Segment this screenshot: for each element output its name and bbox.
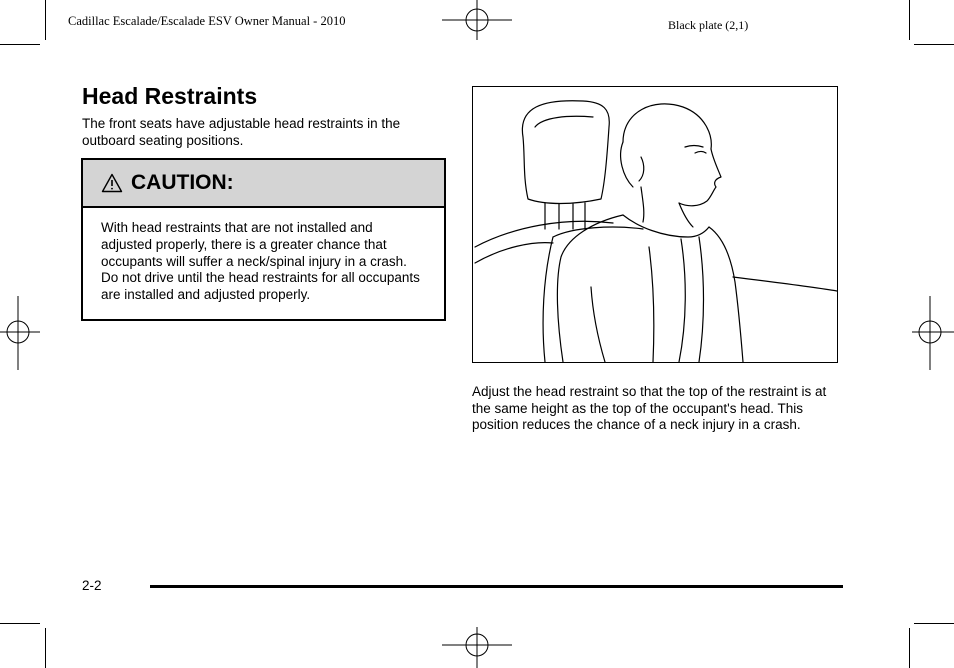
- crop-mark: [909, 628, 910, 668]
- footer-rule: [150, 585, 843, 588]
- caution-header: [83, 160, 444, 208]
- registration-mark-bottom: [440, 625, 516, 668]
- crop-mark: [45, 628, 46, 668]
- registration-mark-left: [0, 296, 40, 370]
- caution-title: CAUTION:: [131, 171, 234, 194]
- intro-paragraph: The front seats have adjustable head restraints in the outboard seating positions.: [82, 116, 401, 148]
- page-number: 2-2: [82, 578, 102, 593]
- caution-box: [81, 158, 446, 321]
- crop-mark: [0, 44, 40, 45]
- registration-mark-top: [440, 0, 516, 42]
- caution-text: With head restraints that are not installed and adjusted properly, there is a greater chance that occupants will suffer a neck/spinal injury in a crash. Do not drive until the head restraints for all occupants are installed and adjusted properly.: [101, 220, 420, 303]
- section-title: Head Restraints: [82, 83, 258, 109]
- occupant-seat-drawing: [473, 87, 837, 362]
- crop-mark: [45, 0, 46, 40]
- head-restraint-illustration: [472, 86, 838, 363]
- warning-triangle-icon: [101, 173, 123, 193]
- crop-mark: [914, 623, 954, 624]
- manual-title: Cadillac Escalade/Escalade ESV Owner Manual - 2010: [68, 14, 346, 28]
- registration-mark-right: [912, 296, 954, 370]
- figure-caption: Adjust the head restraint so that the top of the restraint is at the same height as the top of the occupant's head. This position reduces the chance of a neck injury in a crash.: [472, 384, 827, 432]
- crop-mark: [0, 623, 40, 624]
- plate-label: Black plate (2,1): [668, 18, 749, 32]
- crop-mark: [909, 0, 910, 40]
- crop-mark: [914, 44, 954, 45]
